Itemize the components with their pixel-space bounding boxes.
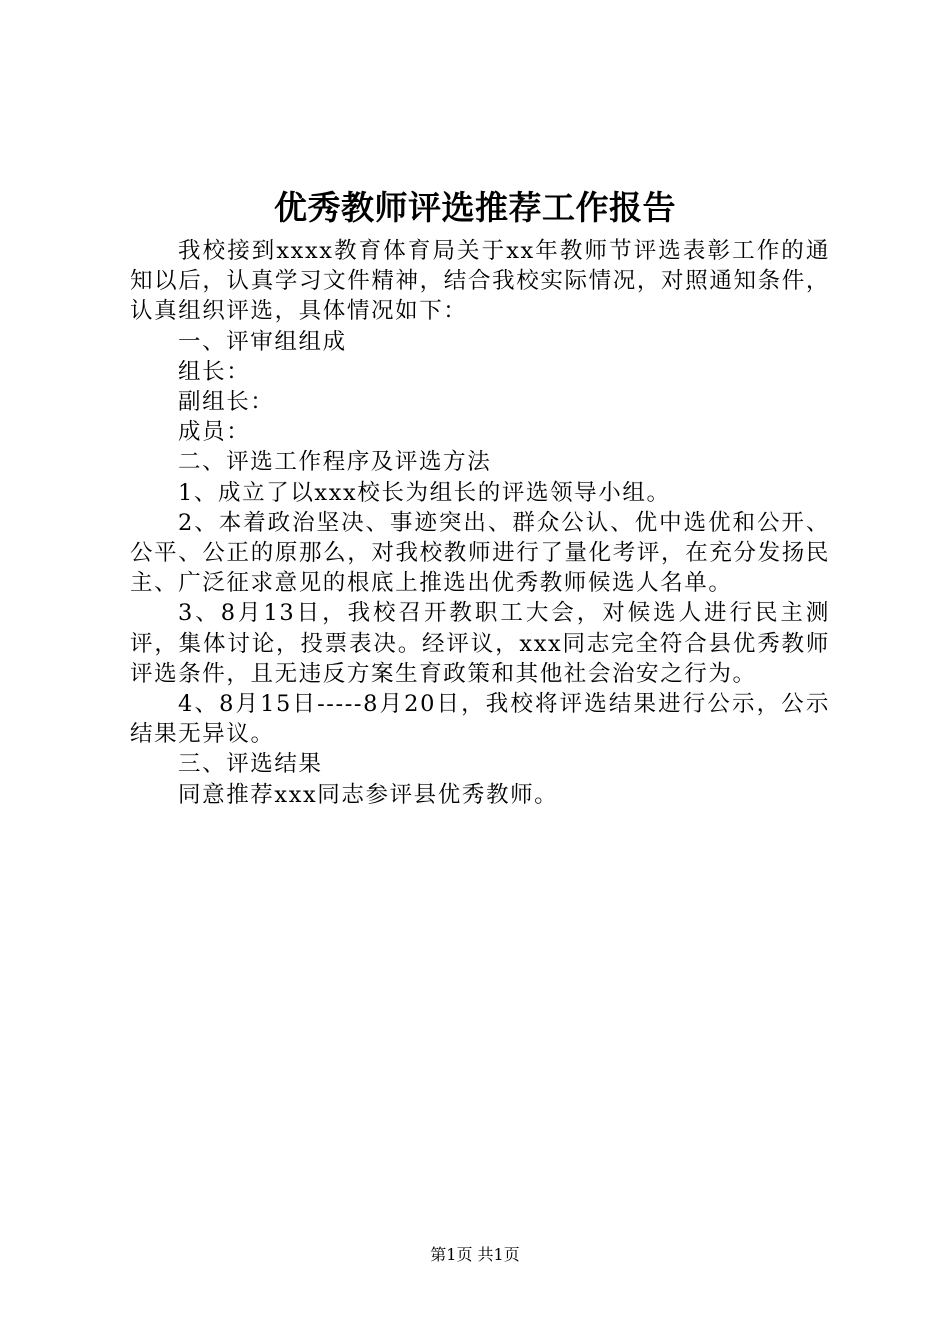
section-heading-procedure: 二、评选工作程序及评选方法 bbox=[178, 449, 492, 476]
result-paragraph: 同意推荐xxx同志参评县优秀教师。 bbox=[178, 781, 559, 808]
section-heading-committee: 一、评审组组成 bbox=[178, 328, 347, 355]
page-number-footer: 第1页 共1页 bbox=[430, 1245, 520, 1264]
procedure-item-2: 2、本着政治坚决、事迹突出、群众公认、优中选优和公开、公平、公正的原那么，对我校教师进行了量化考评，在充分发扬民主、广泛征求意见的根底上推选出优秀教师候选人名单。 bbox=[130, 509, 830, 597]
procedure-item-4: 4、8月15日-----8月20日，我校将评选结果进行公示，公示结果无异议。 bbox=[130, 691, 830, 748]
committee-deputy-line: 副组长： bbox=[178, 389, 275, 416]
procedure-item-3: 3、8月13日，我校召开教职工大会，对候选人进行民主测评，集体讨论，投票表决。经评议，xxx同志完全符合县优秀教师评选条件，且无违反方案生育政策和其他社会治安之行为。 bbox=[130, 600, 830, 687]
procedure-item-1: 1、成立了以xxx校长为组长的评选领导小组。 bbox=[178, 479, 671, 506]
committee-leader-line: 组长： bbox=[178, 358, 251, 385]
document-body bbox=[130, 236, 830, 810]
document-title: 优秀教师评选推荐工作报告 bbox=[274, 188, 676, 227]
intro-paragraph: 我校接到xxxx教育体育局关于xx年教师节评选表彰工作的通知以后，认真学习文件精神，结合我校实际情况，对照通知条件，认真组织评选，具体情况如下： bbox=[130, 238, 830, 325]
committee-members-line: 成员： bbox=[178, 419, 251, 446]
section-heading-result: 三、评选结果 bbox=[178, 751, 323, 778]
